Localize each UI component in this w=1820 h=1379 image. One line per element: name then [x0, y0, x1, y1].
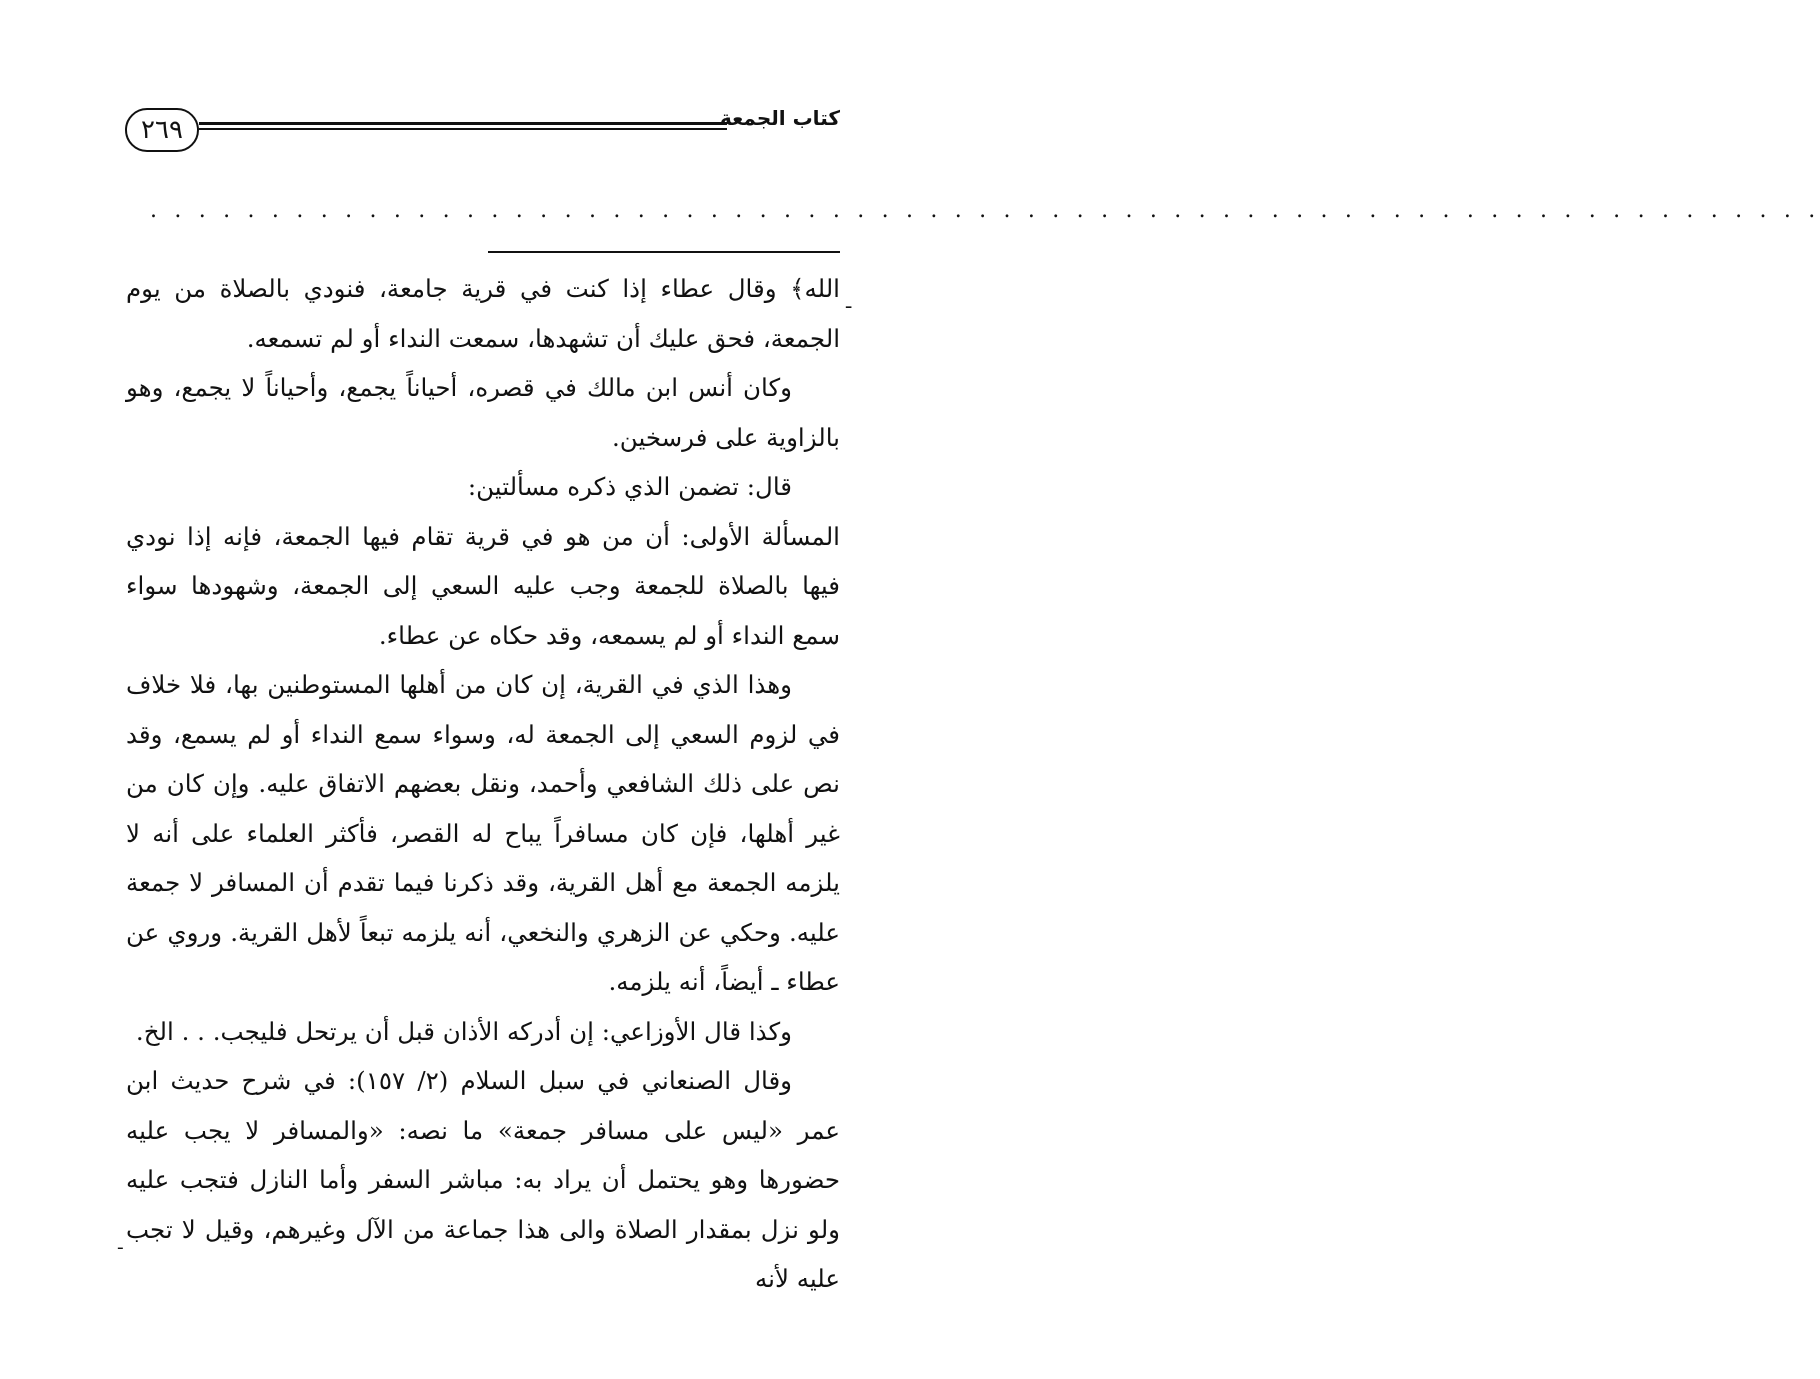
- paragraph: المسألة الأولى: أن من هو في قرية تقام فيها الجمعة، فإنه إذا نودي فيها بالصلاة للجمعة وجب عليه السعي إلى الجمعة، وشهودها سواء سمع النداء أو لم يسمعه، وقد حكاه عن عطاء.: [126, 521, 840, 650]
- paragraph: قال: تضمن الذي ذكره مسألتين:: [467, 472, 792, 501]
- paragraph: وكان أنس ابن مالك في قصره، أحياناً يجمع، وأحياناً لا يجمع، وهو بالزاوية على فرسخين.: [126, 373, 840, 452]
- paragraph: وكذا قال الأوزاعي: إن أدركه الأذان قبل أن يرتحل فليجب. . . الخ.: [135, 1016, 792, 1046]
- header-rule-thin: [199, 128, 727, 130]
- dotted-separator: . . . . . . . . . . . . . . . . . . . . . . . . . . . . . . . . . . . . . . . . . . . . . . . . . . . . . . . . . . . . . . . . . . . . .: [150, 198, 1820, 223]
- continuation-mark: ـ: [846, 292, 852, 313]
- continuation-mark-end: ـ: [118, 1234, 123, 1253]
- paragraph: وقال الصنعاني في سبل السلام (٢/ ١٥٧): في شرح حديث ابن عمر «ليس على مسافر جمعة» ما نصه: «والمسافر لا يجب عليه حضورها وهو يحتمل أن يراد به: مباشر السفر وأما النازل فتجب عليه ولو نزل بمقدار الصلاة والى هذا جماعة من الآل وغيرهم، وقيل لا تجب عليه لأنه: [126, 1066, 840, 1293]
- footnote-body: [126, 264, 840, 1304]
- paragraph: الله﴾ وقال عطاء إذا كنت في قرية جامعة، فنودي بالصلاة من يوم الجمعة، فحق عليك أن تشهدها، سمعت النداء أو لم تسمعه.: [126, 274, 840, 353]
- page-header: [125, 108, 840, 158]
- footnote-rule: [488, 251, 840, 253]
- header-rule-thick: [199, 122, 727, 125]
- paragraph: وهذا الذي في القرية، إن كان من أهلها المستوطنين بها، فلا خلاف في لزوم السعي إلى الجمعة له، وسواء سمع النداء أو لم يسمع، وقد نص على ذلك الشافعي وأحمد، ونقل بعضهم الاتفاق عليه. وإن كان من غير أهلها، فإن كان مسافراً يباح له القصر، فأكثر العلماء على أنه لا يلزمه الجمعة مع أهل القرية، وقد ذكرنا فيما تقدم أن المسافر لا جمعة عليه. وحكي عن الزهري والنخعي، أنه يلزمه تبعاً لأهل القرية. وروي عن عطاء ـ أيضاً، أنه يلزمه.: [126, 670, 840, 996]
- book-title: كتاب الجمعة: [720, 106, 840, 130]
- page-number: ٢٦٩: [125, 108, 199, 152]
